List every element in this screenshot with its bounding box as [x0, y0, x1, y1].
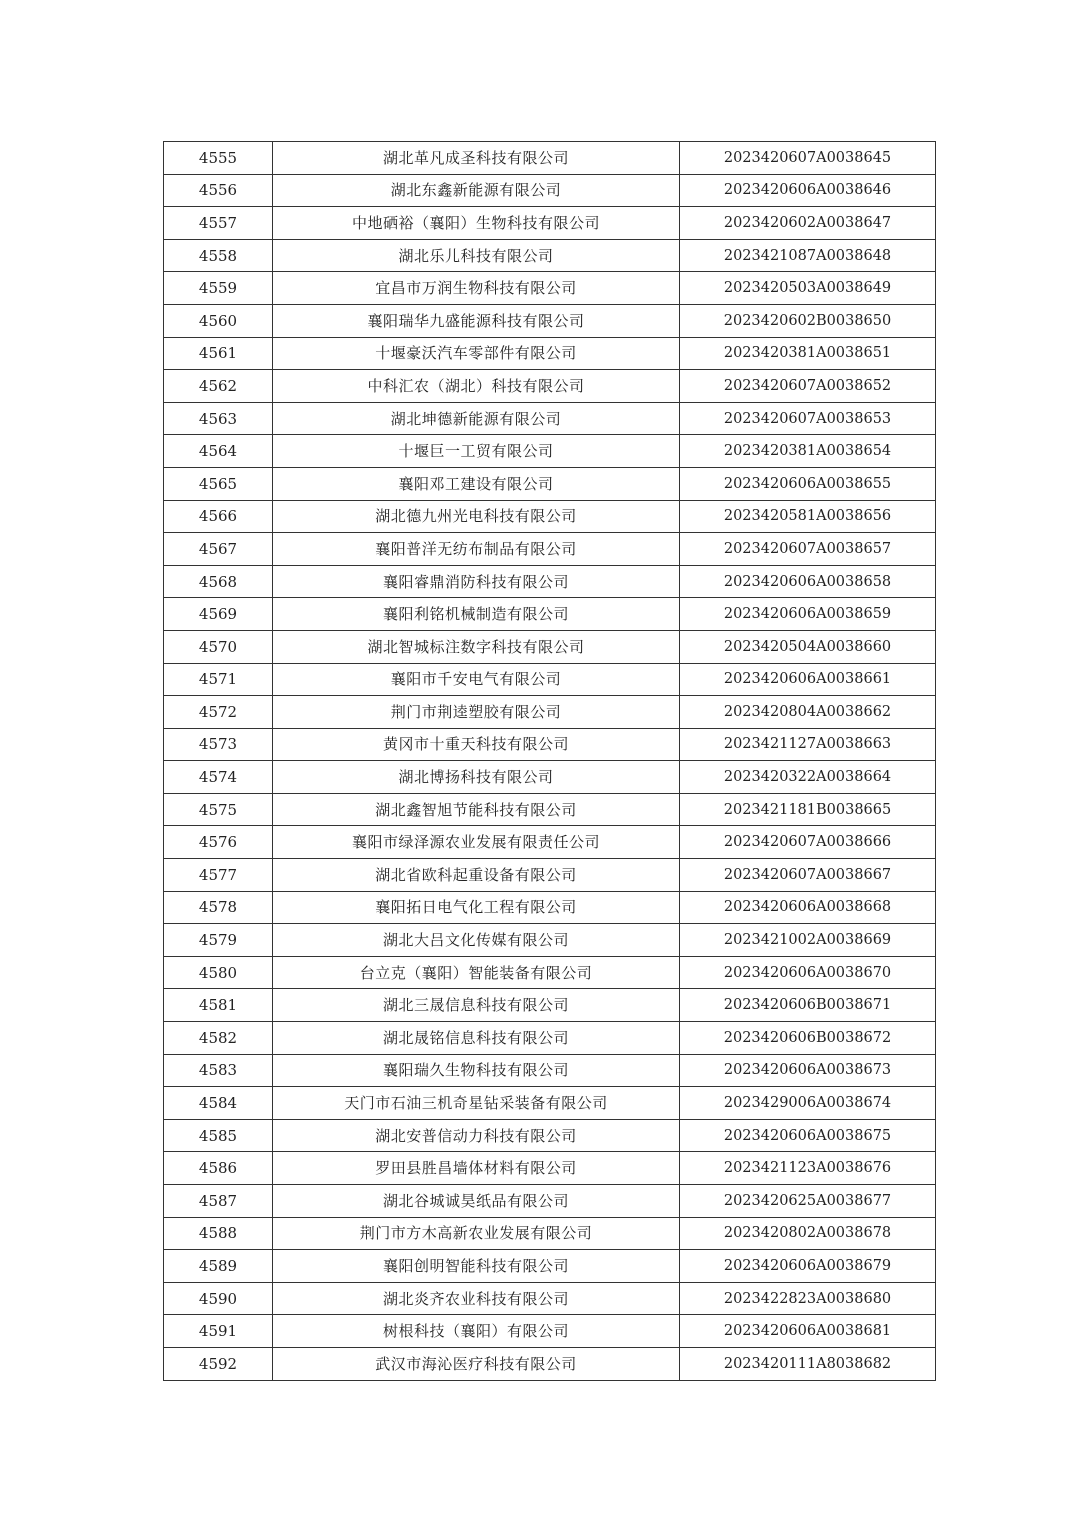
serial-number-cell: 4556	[164, 174, 273, 207]
company-name-cell: 黄冈市十重天科技有限公司	[273, 728, 680, 761]
company-name-cell: 树根科技（襄阳）有限公司	[273, 1315, 680, 1348]
serial-number-cell: 4567	[164, 533, 273, 566]
registration-code-cell: 2023420606A0038668	[680, 891, 936, 924]
registration-code-cell: 2023420606A0038673	[680, 1054, 936, 1087]
registration-code-cell: 2023421123A0038676	[680, 1152, 936, 1185]
table-row	[164, 565, 936, 598]
serial-number-cell: 4555	[164, 142, 273, 175]
registration-code-cell: 2023420606A0038646	[680, 174, 936, 207]
table-row	[164, 304, 936, 337]
table-row	[164, 207, 936, 240]
serial-number-cell: 4560	[164, 304, 273, 337]
table-row	[164, 989, 936, 1022]
company-name-cell: 湖北炎齐农业科技有限公司	[273, 1282, 680, 1315]
company-name-cell: 湖北乐儿科技有限公司	[273, 239, 680, 272]
company-name-cell: 湖北省欧科起重设备有限公司	[273, 859, 680, 892]
serial-number-cell: 4579	[164, 924, 273, 957]
table-row	[164, 402, 936, 435]
registration-code-cell: 2023420606A0038679	[680, 1250, 936, 1283]
registration-code-cell: 2023420607A0038653	[680, 402, 936, 435]
table-row	[164, 533, 936, 566]
serial-number-cell: 4586	[164, 1152, 273, 1185]
registration-code-cell: 2023420602A0038647	[680, 207, 936, 240]
registration-code-cell: 2023421087A0038648	[680, 239, 936, 272]
serial-number-cell: 4587	[164, 1185, 273, 1218]
company-name-cell: 天门市石油三机奇星钻采装备有限公司	[273, 1087, 680, 1120]
serial-number-cell: 4565	[164, 467, 273, 500]
table-row	[164, 696, 936, 729]
serial-number-cell: 4573	[164, 728, 273, 761]
registration-code-cell: 2023420606A0038659	[680, 598, 936, 631]
registration-code-cell: 2023420606B0038671	[680, 989, 936, 1022]
company-name-cell: 荆门市荆逵塑胶有限公司	[273, 696, 680, 729]
serial-number-cell: 4584	[164, 1087, 273, 1120]
registration-code-cell: 2023420581A0038656	[680, 500, 936, 533]
serial-number-cell: 4566	[164, 500, 273, 533]
company-name-cell: 湖北三晟信息科技有限公司	[273, 989, 680, 1022]
registration-code-cell: 2023420607A0038657	[680, 533, 936, 566]
company-name-cell: 湖北德九州光电科技有限公司	[273, 500, 680, 533]
registration-code-cell: 2023420381A0038651	[680, 337, 936, 370]
table-row	[164, 859, 936, 892]
serial-number-cell: 4576	[164, 826, 273, 859]
company-name-cell: 襄阳邓工建设有限公司	[273, 467, 680, 500]
registration-code-cell: 2023420503A0038649	[680, 272, 936, 305]
registration-code-cell: 2023420606A0038670	[680, 956, 936, 989]
company-name-cell: 湖北博扬科技有限公司	[273, 761, 680, 794]
serial-number-cell: 4574	[164, 761, 273, 794]
table-row	[164, 956, 936, 989]
serial-number-cell: 4569	[164, 598, 273, 631]
table-row	[164, 924, 936, 957]
table-row	[164, 500, 936, 533]
serial-number-cell: 4590	[164, 1282, 273, 1315]
registration-code-cell: 2023420607A0038652	[680, 370, 936, 403]
registration-code-cell: 2023420607A0038667	[680, 859, 936, 892]
registration-code-cell: 2023421127A0038663	[680, 728, 936, 761]
company-name-cell: 台立克（襄阳）智能装备有限公司	[273, 956, 680, 989]
serial-number-cell: 4557	[164, 207, 273, 240]
registration-code-cell: 2023420625A0038677	[680, 1185, 936, 1218]
company-name-cell: 湖北坤德新能源有限公司	[273, 402, 680, 435]
company-name-cell: 武汉市海沁医疗科技有限公司	[273, 1347, 680, 1380]
table-row	[164, 467, 936, 500]
table-row	[164, 1185, 936, 1218]
table-row	[164, 142, 936, 175]
registration-code-cell: 2023429006A0038674	[680, 1087, 936, 1120]
registration-code-cell: 2023421002A0038669	[680, 924, 936, 957]
company-name-cell: 湖北谷城诚昊纸品有限公司	[273, 1185, 680, 1218]
table-row	[164, 663, 936, 696]
table-row	[164, 1250, 936, 1283]
serial-number-cell: 4578	[164, 891, 273, 924]
company-name-cell: 中地硒裕（襄阳）生物科技有限公司	[273, 207, 680, 240]
registration-code-cell: 2023421181B0038665	[680, 793, 936, 826]
table-row	[164, 1152, 936, 1185]
registration-code-cell: 2023420606A0038655	[680, 467, 936, 500]
company-name-cell: 湖北鑫智旭节能科技有限公司	[273, 793, 680, 826]
company-name-cell: 襄阳瑞华九盛能源科技有限公司	[273, 304, 680, 337]
company-name-cell: 襄阳拓日电气化工程有限公司	[273, 891, 680, 924]
company-name-cell: 中科汇农（湖北）科技有限公司	[273, 370, 680, 403]
company-name-cell: 襄阳市千安电气有限公司	[273, 663, 680, 696]
serial-number-cell: 4572	[164, 696, 273, 729]
company-name-cell: 襄阳瑞久生物科技有限公司	[273, 1054, 680, 1087]
registration-code-cell: 2023420606B0038672	[680, 1022, 936, 1055]
registration-code-cell: 2023420381A0038654	[680, 435, 936, 468]
table-row	[164, 630, 936, 663]
table-row	[164, 598, 936, 631]
company-name-cell: 宜昌市万润生物科技有限公司	[273, 272, 680, 305]
registration-code-cell: 2023420606A0038681	[680, 1315, 936, 1348]
company-name-cell: 湖北革凡成圣科技有限公司	[273, 142, 680, 175]
serial-number-cell: 4563	[164, 402, 273, 435]
registration-code-cell: 2023420606A0038658	[680, 565, 936, 598]
company-name-cell: 湖北智城标注数字科技有限公司	[273, 630, 680, 663]
company-name-cell: 湖北东鑫新能源有限公司	[273, 174, 680, 207]
table-row	[164, 891, 936, 924]
registration-code-cell: 2023420602B0038650	[680, 304, 936, 337]
company-name-cell: 襄阳市绿泽源农业发展有限责任公司	[273, 826, 680, 859]
company-list-table	[163, 141, 936, 1381]
table-row	[164, 1347, 936, 1380]
serial-number-cell: 4589	[164, 1250, 273, 1283]
registration-code-cell: 2023420607A0038666	[680, 826, 936, 859]
serial-number-cell: 4575	[164, 793, 273, 826]
table-row	[164, 239, 936, 272]
registration-code-cell: 2023420606A0038661	[680, 663, 936, 696]
table-row	[164, 728, 936, 761]
serial-number-cell: 4582	[164, 1022, 273, 1055]
serial-number-cell: 4562	[164, 370, 273, 403]
registration-code-cell: 2023420606A0038675	[680, 1119, 936, 1152]
registration-code-cell: 2023420111A8038682	[680, 1347, 936, 1380]
table-row	[164, 793, 936, 826]
registration-code-cell: 2023420804A0038662	[680, 696, 936, 729]
serial-number-cell: 4585	[164, 1119, 273, 1152]
company-name-cell: 十堰巨一工贸有限公司	[273, 435, 680, 468]
table-row	[164, 761, 936, 794]
serial-number-cell: 4588	[164, 1217, 273, 1250]
serial-number-cell: 4581	[164, 989, 273, 1022]
serial-number-cell: 4592	[164, 1347, 273, 1380]
table-row	[164, 1315, 936, 1348]
table-row	[164, 337, 936, 370]
serial-number-cell: 4570	[164, 630, 273, 663]
registration-code-cell: 2023420607A0038645	[680, 142, 936, 175]
company-name-cell: 十堰豪沃汽车零部件有限公司	[273, 337, 680, 370]
table-row	[164, 1119, 936, 1152]
table-row	[164, 826, 936, 859]
serial-number-cell: 4591	[164, 1315, 273, 1348]
table-row	[164, 174, 936, 207]
table-row	[164, 1022, 936, 1055]
table-row	[164, 1217, 936, 1250]
company-name-cell: 罗田县胜昌墙体材料有限公司	[273, 1152, 680, 1185]
registration-code-cell: 2023420802A0038678	[680, 1217, 936, 1250]
serial-number-cell: 4561	[164, 337, 273, 370]
company-name-cell: 湖北晟铭信息科技有限公司	[273, 1022, 680, 1055]
table-row	[164, 1087, 936, 1120]
company-name-cell: 襄阳睿鼎消防科技有限公司	[273, 565, 680, 598]
serial-number-cell: 4577	[164, 859, 273, 892]
serial-number-cell: 4564	[164, 435, 273, 468]
registration-code-cell: 2023420322A0038664	[680, 761, 936, 794]
company-name-cell: 湖北安普信动力科技有限公司	[273, 1119, 680, 1152]
company-name-cell: 襄阳利铭机械制造有限公司	[273, 598, 680, 631]
company-name-cell: 湖北大吕文化传媒有限公司	[273, 924, 680, 957]
table-row	[164, 1054, 936, 1087]
serial-number-cell: 4580	[164, 956, 273, 989]
table-row	[164, 272, 936, 305]
serial-number-cell: 4583	[164, 1054, 273, 1087]
table-row	[164, 1282, 936, 1315]
serial-number-cell: 4568	[164, 565, 273, 598]
company-name-cell: 襄阳创明智能科技有限公司	[273, 1250, 680, 1283]
registration-code-cell: 2023420504A0038660	[680, 630, 936, 663]
table-body	[164, 142, 936, 1381]
serial-number-cell: 4559	[164, 272, 273, 305]
company-name-cell: 荆门市方木高新农业发展有限公司	[273, 1217, 680, 1250]
serial-number-cell: 4558	[164, 239, 273, 272]
table-row	[164, 435, 936, 468]
table-row	[164, 370, 936, 403]
company-name-cell: 襄阳普洋无纺布制品有限公司	[273, 533, 680, 566]
registration-code-cell: 2023422823A0038680	[680, 1282, 936, 1315]
serial-number-cell: 4571	[164, 663, 273, 696]
